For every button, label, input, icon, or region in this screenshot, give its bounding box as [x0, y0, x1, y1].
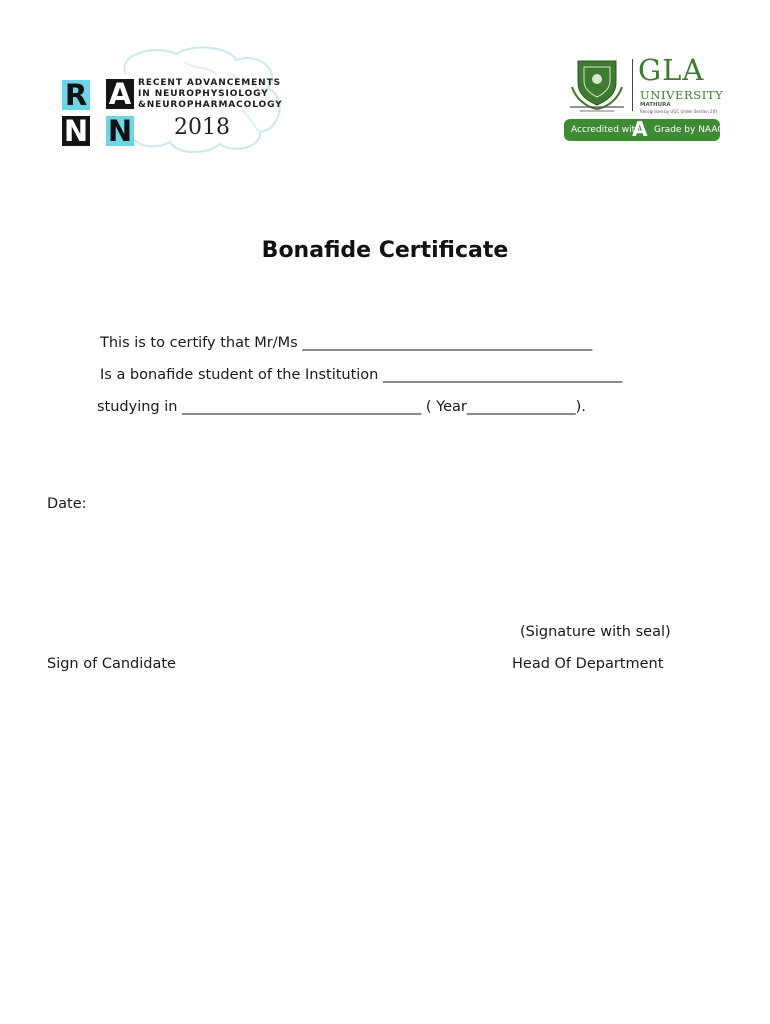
- gla-university-logo: [560, 55, 726, 147]
- date-label: Date:: [47, 496, 87, 512]
- university-emblem-icon: [566, 57, 628, 115]
- certify-name-line: This is to certify that Mr/Ms ________________________________________: [100, 335, 593, 351]
- institution-line: Is a bonafide student of the Institution _________________________________: [100, 367, 623, 383]
- studying-year-line: studying in _________________________________ ( Year_______________).: [97, 399, 586, 415]
- rann-letter-n-first: N: [63, 114, 89, 148]
- rann-letter-a: A: [106, 79, 134, 109]
- naac-right-text: Grade by NAAC: [654, 125, 724, 135]
- rann-text-line1: RECENT ADVANCEMENTS: [138, 78, 282, 88]
- rann-year: 2018: [174, 115, 230, 140]
- rann-letter-n-second: N: [107, 114, 133, 148]
- rann-text-line2: IN NEUROPHYSIOLOGY: [138, 89, 269, 99]
- signature-with-seal-label: (Signature with seal): [520, 624, 671, 640]
- rann-text-line3: &NEUROPHARMACOLOGY: [138, 100, 283, 110]
- head-of-department-label: Head Of Department: [512, 656, 664, 672]
- certificate-title: Bonafide Certificate: [261, 238, 509, 263]
- rann-letter-r: R: [62, 80, 90, 110]
- gla-university-text: UNIVERSITY: [640, 88, 724, 102]
- naac-grade: A: [632, 117, 648, 141]
- gla-name: GLA: [638, 53, 705, 87]
- rann-logo: [56, 44, 286, 156]
- gla-recognition: Recognised by UGC Under Section 2(f): [640, 109, 718, 114]
- sign-of-candidate-label: Sign of Candidate: [47, 656, 176, 672]
- naac-accreditation-banner: [564, 117, 724, 141]
- logo-divider: [632, 59, 633, 111]
- gla-city: MATHURA: [640, 102, 671, 108]
- naac-left-text: Accredited with: [571, 125, 641, 135]
